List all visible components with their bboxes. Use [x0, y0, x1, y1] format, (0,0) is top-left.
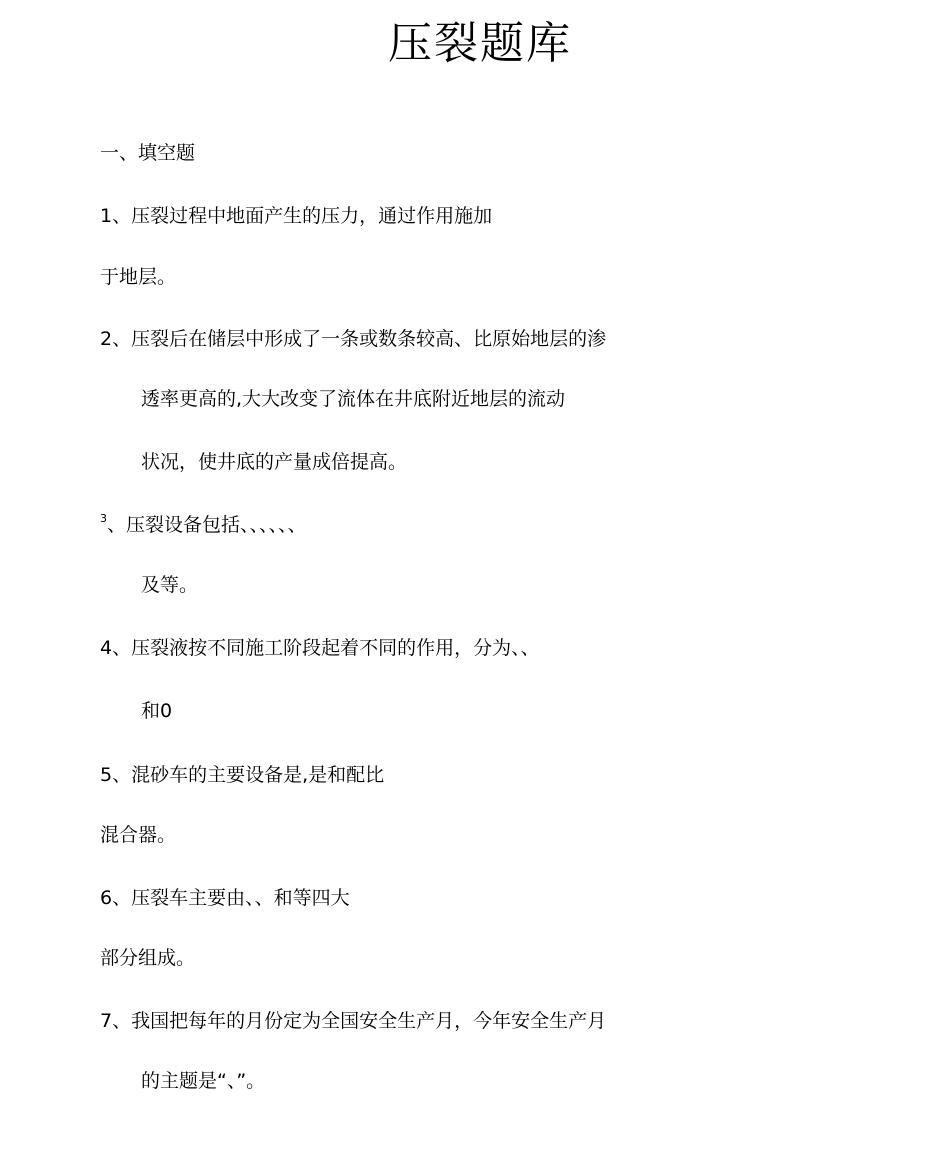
- question-7-line-1: 7、我国把每年的月份定为全国安全生产月，今年安全生产月: [100, 1010, 607, 1032]
- question-3-text: 、压裂设备包括、、、、、、: [107, 514, 307, 536]
- question-5-line-1: 5、混砂车的主要设备是,是和配比: [100, 764, 385, 786]
- question-1-line-1: 1、压裂过程中地面产生的压力，通过作用施加: [100, 205, 493, 227]
- question-6-line-1: 6、压裂车主要由、、和等四大: [100, 887, 350, 909]
- question-5-line-2: 混合器。: [100, 824, 177, 846]
- document-title: 压裂题库: [388, 18, 572, 69]
- question-4-line-1: 4、压裂液按不同施工阶段起着不同的作用，分为、、: [100, 637, 540, 659]
- question-2-line-1: 2、压裂后在储层中形成了一条或数条较高、比原始地层的渗: [100, 328, 607, 350]
- question-4-line-2: 和0: [141, 700, 173, 722]
- question-2-line-3: 状况，使井底的产量成倍提高。: [141, 451, 408, 473]
- question-1-line-2: 于地层。: [100, 266, 177, 288]
- section-heading: 一、填空题: [100, 142, 196, 164]
- question-3-number: 3: [100, 512, 107, 525]
- question-2-line-2: 透率更高的,大大改变了流体在井底附近地层的流动: [141, 388, 566, 410]
- question-7-line-2: 的主题是“、”。: [141, 1070, 266, 1092]
- question-3-line-1: [100, 513, 307, 540]
- question-3-line-2: 及等。: [141, 574, 199, 596]
- question-6-line-2: 部分组成。: [100, 947, 196, 969]
